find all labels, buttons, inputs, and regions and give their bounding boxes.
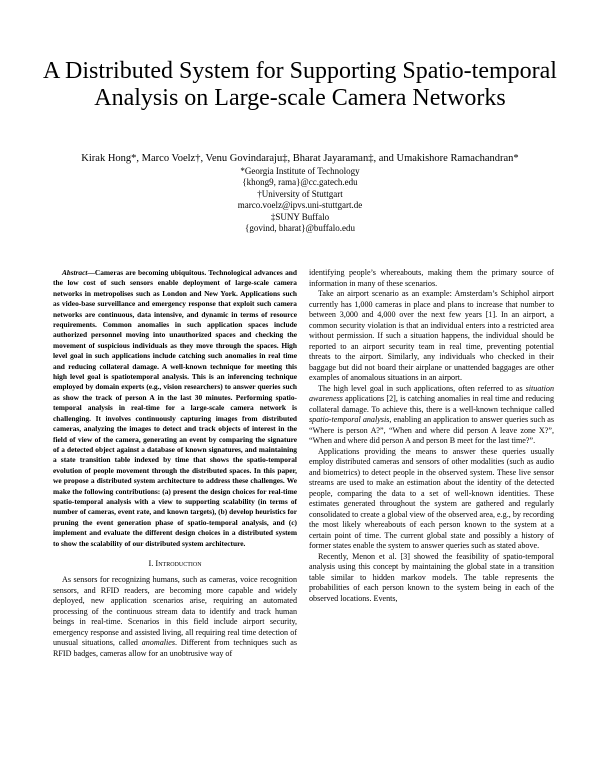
affiliation-georgia-tech: *Georgia Institute of Technology	[240, 166, 360, 176]
intro-text: As sensors for recognizing humans, such as cameras, voice recognition sensors, and RFID readers, are becoming more capable and widely deployed, new application scenarios arise, requiring an automated processing of the continuous stream data to identify and track human beings in real-time. Scenarios in this field include airport security, emergency response and assisted living, all requiring real time detection of unusual situations, called	[53, 575, 297, 648]
author-list: Kirak Hong*, Marco Voelz†, Venu Govindaraju‡, Bharat Jayaraman‡, and Umakishore Ramachandran*	[81, 153, 519, 164]
term-spatio-temporal-analysis: spatio-temporal analysis	[309, 415, 390, 424]
intro-paragraph	[53, 575, 297, 659]
affiliation-stuttgart: †University of Stuttgart	[257, 188, 343, 199]
paragraph-menon: Recently, Menon et al. [3] showed the feasibility of spatio-temporal analysis using this concept by maintaining the global state in a transition table similar to hidden markov models. The table represents the probabilities of each person known to the system being in each of the observed locations. Events,	[309, 551, 554, 603]
text: The high level goal in such applications, often referred to as	[318, 383, 526, 393]
intro-term: anomalies	[141, 638, 175, 648]
paragraph-continued: identifying people’s whereabouts, making them the primary source of information in many of these scenarios.	[309, 268, 554, 288]
text: applications [2], is catching anomalies in real time and reducing collateral damage. To achieve this, there is a well-known technique called	[309, 394, 554, 414]
text: , enabling an application to answer queries such as “Where is person A?”, “When and where did person A leave zone X?”, “When and where did person A and person B meet for the last time?”.	[309, 415, 554, 445]
abstract-label: Abstract—	[62, 268, 95, 277]
paper-title: A Distributed System for Supporting Spatio-temporal Analysis on Large-scale Camera Networks	[43, 58, 557, 111]
intro-text-end: . Different from techniques such as RFID badges, cameras allow for an unobtrusive way of	[53, 638, 298, 658]
affiliations	[100, 166, 500, 234]
term-situation-awareness: situation awareness	[309, 383, 554, 403]
paragraph-airport: Take an airport scenario as an example: Amsterdam’s Schiphol airport currently has 1,000 cameras in place and plans to increase that number to between 3,000 and 4,000 over the next few years [1]. In an airport, a common security violation is that an individual enters into a restricted area without permission. If such a situation happens, the individual should be reported to an airport security team in real time, preventing potential threats to the airport. Similarly, any individuals who checked in their baggage but did not board their airplane or unattended baggages are other examples of anomalous situations in an airport.	[309, 289, 554, 382]
affiliation-buffalo: ‡SUNY Buffalo	[270, 211, 330, 222]
abstract	[53, 268, 297, 549]
abstract-text: Cameras are becoming ubiquitous. Technological advances and the low cost of such sensors enable deployment of large-scale camera networks in metropolises such as London and New York. Applications such as video-base surveillance and emergency response that exploit such camera networks are continuous, data intensive, and dynamic in terms of resource requirements. Common anomalies in such application spaces include authorized personnel moving into unauthorized spaces and checking the movement of suspicious individuals as they move through the spaces. High level goal in such applications include catching such anomalies in real time and reducing collateral damage. A well-known technique for meeting this high level goal is spatiotemporal analysis. This is an inferencing technique employed by domain experts (e.g., vision researchers) to answer queries such as show the track of person A in the last 30 minutes. Performing spatio-temporal analysis in real-time for a large-scale camera network is challenging. It involves continuously capturing images from distributed cameras, analyzing the images to detect and track objects of interest in the field of view of the camera, generating an event by comparing the signature of a detected object against a database of known signatures, and maintaining a state transition table indexed by time that shows the spatio-temporal evolution of people movement through the distributed spaces. In this paper, we propose a distributed system architecture to address these challenges. We make the following contributions: (a) present the design choices for real-time spatio-temporal analysis with a view to supporting scalability (in terms of number of cameras, event rate, and known targets), (b) develop heuristics for pruning the event generation phase of spatio-temporal analysis, and (c) implement and evaluate the different design choices in a distributed system to show the scalability of our distributed system architecture.	[53, 268, 297, 548]
email-stuttgart: marco.voelz@ipvs.uni-stuttgart.de	[237, 200, 363, 211]
left-column	[53, 268, 297, 659]
paragraph-situation-awareness	[309, 384, 554, 447]
email-georgia-tech: {khong9, rama}@cc.gatech.edu	[242, 177, 358, 188]
paragraph-applications: Applications providing the means to answer these queries usually employ distributed cameras and sensors of other modalities (such as audio and biometrics) to detect people in the observed system. These live sensor streams are used to make an estimation about the identity of the detected people, comparing the data to a set of well-known identities. These estimates generated throughout the system are gathered and regularly consolidated to create a global view of the observed area, e.g., by recording the most likely whereabouts of each person known to the system at a certain point of time. The current global state and possibly a history of former states enable the system to answer queries such as stated above.	[309, 446, 554, 550]
right-column	[309, 268, 554, 604]
section-heading-introduction: I. Introduction	[148, 558, 202, 568]
email-buffalo: {govind, bharat}@buffalo.edu	[245, 223, 355, 234]
